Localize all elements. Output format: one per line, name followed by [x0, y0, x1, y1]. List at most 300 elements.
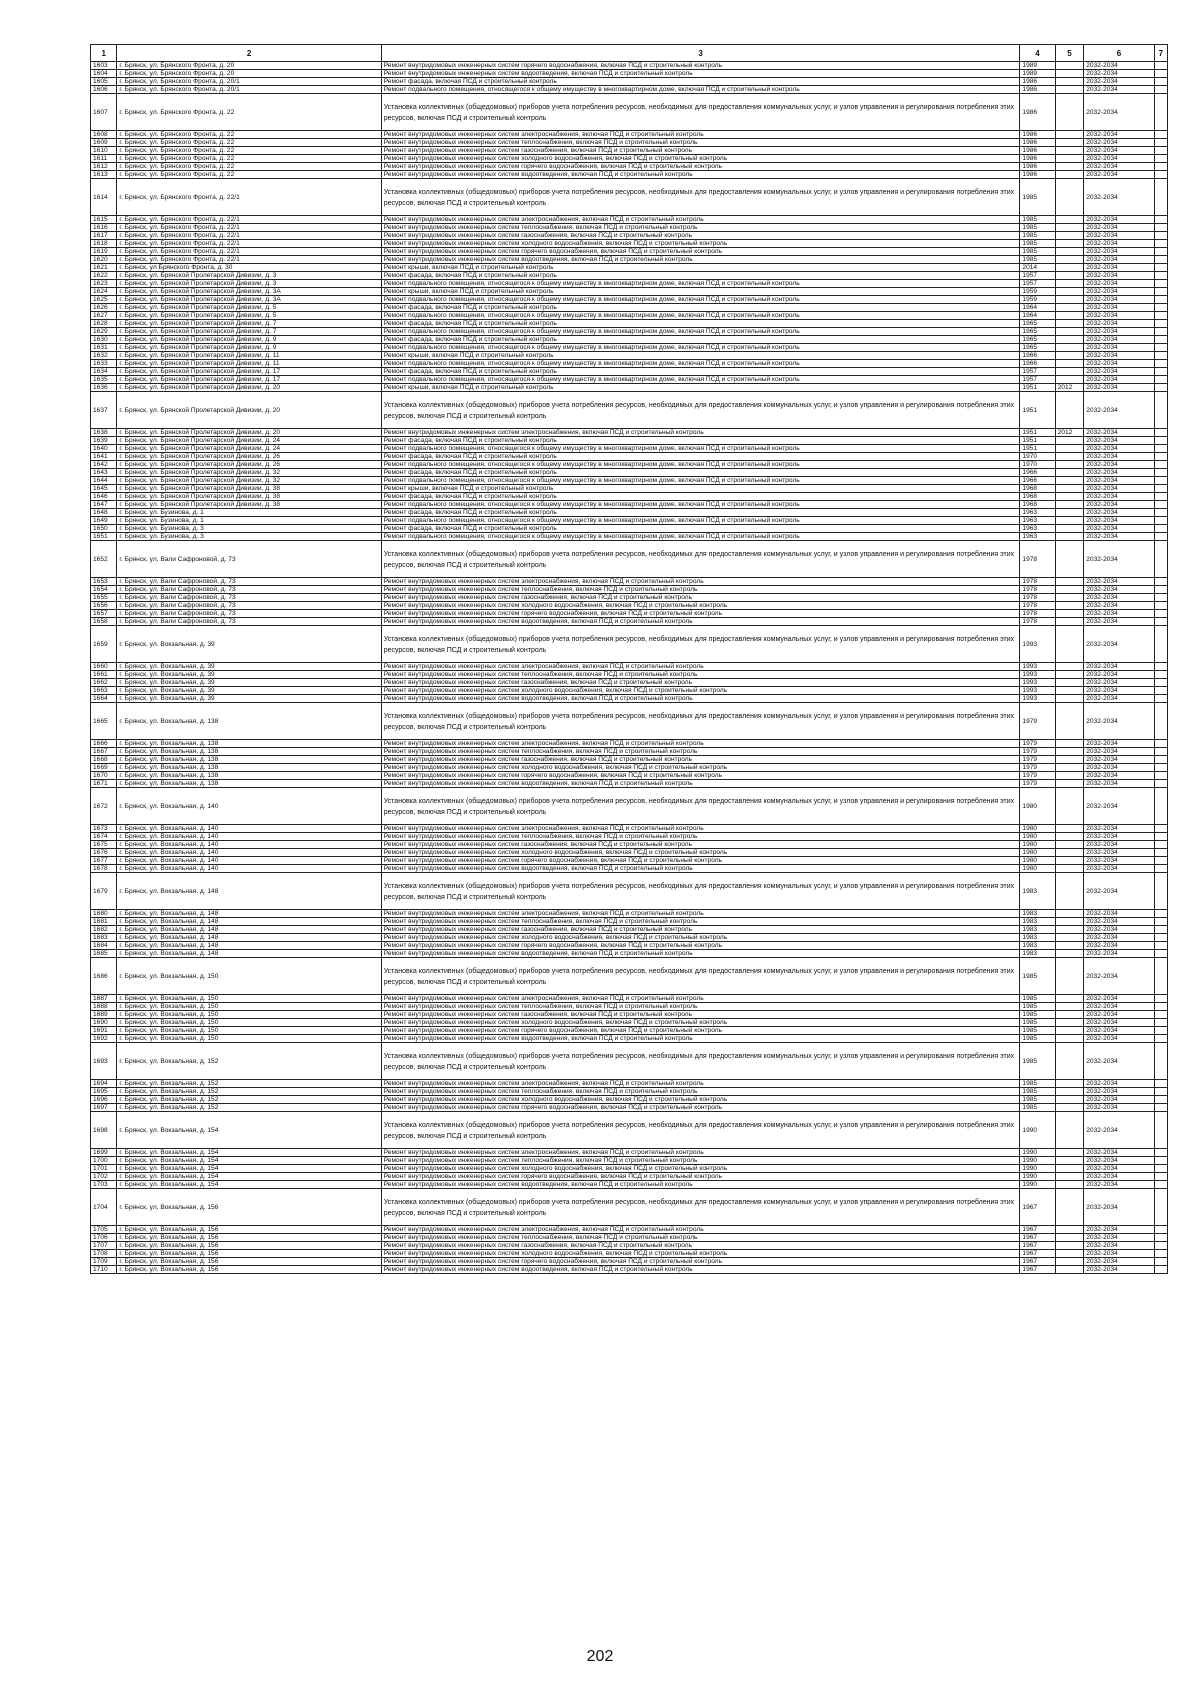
- work-type-cell: Ремонт внутридомовых инженерных систем газоснабжения, включая ПСД и строительный контроль: [381, 679, 1020, 687]
- planned-period-cell: 2032-2034: [1084, 663, 1154, 671]
- extra-cell: [1154, 1088, 1167, 1096]
- planned-period-cell: 2032-2034: [1084, 865, 1154, 873]
- header-row: [91, 45, 1168, 62]
- address-cell: г. Брянск, ул. Вокзальная, д. 140: [117, 825, 381, 833]
- work-type-cell: Ремонт фасада, включая ПСД и строительный контроль: [381, 509, 1020, 517]
- address-cell: г. Брянск, ул. Вокзальная, д. 150: [117, 1011, 381, 1019]
- work-type-cell: Ремонт внутридомовых инженерных систем водоотведения, включая ПСД и строительный контроль: [381, 1181, 1020, 1189]
- row-number: 1634: [91, 368, 117, 376]
- address-cell: г. Брянск, ул. Вокзальная, д. 140: [117, 833, 381, 841]
- planned-period-cell: 2032-2034: [1084, 493, 1154, 501]
- repair-year-cell: [1055, 594, 1084, 602]
- table-row: [91, 139, 1168, 147]
- work-type-cell: Ремонт внутридомовых инженерных систем электроснабжения, включая ПСД и строительный контроль: [381, 740, 1020, 748]
- address-cell: г. Брянск, ул. Вокзальная, д. 152: [117, 1096, 381, 1104]
- table-row: [91, 304, 1168, 312]
- repair-year-cell: [1055, 687, 1084, 695]
- work-type-cell: Ремонт внутридомовых инженерных систем теплоснабжения, включая ПСД и строительный контроль: [381, 1157, 1020, 1165]
- extra-cell: [1154, 1104, 1167, 1112]
- table-row: [91, 392, 1168, 429]
- build-year-cell: 1993: [1020, 679, 1055, 687]
- extra-cell: [1154, 825, 1167, 833]
- repair-year-cell: [1055, 336, 1084, 344]
- repair-year-cell: [1055, 469, 1084, 477]
- table-row: [91, 360, 1168, 368]
- table-row: [91, 485, 1168, 493]
- work-type-cell: Ремонт внутридомовых инженерных систем водоотведения, включая ПСД и строительный контроль: [381, 256, 1020, 264]
- build-year-cell: 1979: [1020, 740, 1055, 748]
- planned-period-cell: 2032-2034: [1084, 958, 1154, 995]
- repair-year-cell: [1055, 1035, 1084, 1043]
- planned-period-cell: 2032-2034: [1084, 1035, 1154, 1043]
- address-cell: г. Брянск, ул. Вокзальная, д. 150: [117, 995, 381, 1003]
- work-type-cell: Ремонт внутридомовых инженерных систем электроснабжения, включая ПСД и строительный контроль: [381, 910, 1020, 918]
- row-number: 1654: [91, 586, 117, 594]
- planned-period-cell: 2032-2034: [1084, 849, 1154, 857]
- planned-period-cell: 2032-2034: [1084, 602, 1154, 610]
- build-year-cell: 1980: [1020, 825, 1055, 833]
- table-row: [91, 926, 1168, 934]
- build-year-cell: 1993: [1020, 671, 1055, 679]
- build-year-cell: 1986: [1020, 155, 1055, 163]
- row-number: 1632: [91, 352, 117, 360]
- row-number: 1623: [91, 280, 117, 288]
- repair-year-cell: [1055, 312, 1084, 320]
- row-number: 1707: [91, 1242, 117, 1250]
- table-row: [91, 995, 1168, 1003]
- extra-cell: [1154, 626, 1167, 663]
- repair-year-cell: [1055, 1019, 1084, 1027]
- repair-year-cell: [1055, 320, 1084, 328]
- extra-cell: [1154, 671, 1167, 679]
- address-cell: г. Брянск, ул. Вокзальная, д. 148: [117, 942, 381, 950]
- table-row: [91, 86, 1168, 94]
- address-cell: г. Брянск, ул. Брянской Пролетарской Дивизии, д. 32: [117, 469, 381, 477]
- repair-year-cell: [1055, 1181, 1084, 1189]
- build-year-cell: 1980: [1020, 865, 1055, 873]
- table-body: [91, 62, 1168, 1274]
- extra-cell: [1154, 679, 1167, 687]
- address-cell: г. Брянск, ул. Брянского Фронта, д. 22/1: [117, 240, 381, 248]
- build-year-cell: 1990: [1020, 1173, 1055, 1181]
- row-number: 1655: [91, 594, 117, 602]
- table-row: [91, 280, 1168, 288]
- row-number: 1661: [91, 671, 117, 679]
- repair-year-cell: [1055, 1088, 1084, 1096]
- planned-period-cell: 2032-2034: [1084, 873, 1154, 910]
- planned-period-cell: 2032-2034: [1084, 626, 1154, 663]
- row-number: 1647: [91, 501, 117, 509]
- address-cell: г. Брянск, ул. Вокзальная, д. 156: [117, 1258, 381, 1266]
- address-cell: г. Брянск, ул. Брянской Пролетарской Дивизии, д. 17: [117, 368, 381, 376]
- work-type-cell: Ремонт внутридомовых инженерных систем горячего водоснабжения, включая ПСД и строительный контроль: [381, 248, 1020, 256]
- planned-period-cell: 2032-2034: [1084, 517, 1154, 525]
- extra-cell: [1154, 594, 1167, 602]
- extra-cell: [1154, 312, 1167, 320]
- extra-cell: [1154, 94, 1167, 131]
- address-cell: г. Брянск, ул. Бузинова, д. 3: [117, 533, 381, 541]
- build-year-cell: 1983: [1020, 910, 1055, 918]
- work-type-cell: Ремонт внутридомовых инженерных систем горячего водоснабжения, включая ПСД и строительный контроль: [381, 1258, 1020, 1266]
- repair-year-cell: [1055, 256, 1084, 264]
- address-cell: г. Брянск, ул. Брянского Фронта, д. 22: [117, 147, 381, 155]
- row-number: 1668: [91, 756, 117, 764]
- table-row: [91, 62, 1168, 70]
- repair-year-cell: [1055, 873, 1084, 910]
- table-row: [91, 1088, 1168, 1096]
- extra-cell: [1154, 1043, 1167, 1080]
- repair-year-cell: [1055, 578, 1084, 586]
- extra-cell: [1154, 1096, 1167, 1104]
- extra-cell: [1154, 469, 1167, 477]
- extra-cell: [1154, 336, 1167, 344]
- planned-period-cell: 2032-2034: [1084, 671, 1154, 679]
- table-row: [91, 1027, 1168, 1035]
- extra-cell: [1154, 216, 1167, 224]
- row-number: 1680: [91, 910, 117, 918]
- planned-period-cell: 2032-2034: [1084, 1019, 1154, 1027]
- table-row: [91, 155, 1168, 163]
- table-row: [91, 224, 1168, 232]
- address-cell: г. Брянск, ул. Вокзальная, д. 154: [117, 1165, 381, 1173]
- repair-year-cell: [1055, 679, 1084, 687]
- table-row: [91, 94, 1168, 131]
- build-year-cell: 1965: [1020, 320, 1055, 328]
- build-year-cell: 1985: [1020, 995, 1055, 1003]
- address-cell: г. Брянск, ул. Вокзальная, д. 152: [117, 1043, 381, 1080]
- build-year-cell: 1990: [1020, 1112, 1055, 1149]
- row-number: 1642: [91, 461, 117, 469]
- build-year-cell: 1989: [1020, 70, 1055, 78]
- extra-cell: [1154, 1250, 1167, 1258]
- address-cell: г. Брянск, ул. Брянской Пролетарской Дивизии, д. 9: [117, 336, 381, 344]
- work-type-cell: Ремонт внутридомовых инженерных систем газоснабжения, включая ПСД и строительный контроль: [381, 926, 1020, 934]
- planned-period-cell: 2032-2034: [1084, 296, 1154, 304]
- row-number: 1696: [91, 1096, 117, 1104]
- work-type-cell: Ремонт внутридомовых инженерных систем холодного водоснабжения, включая ПСД и строительный контроль: [381, 1250, 1020, 1258]
- build-year-cell: 1959: [1020, 296, 1055, 304]
- table-row: [91, 764, 1168, 772]
- address-cell: г. Брянск, ул. Брянской Пролетарской Дивизии, д. 5: [117, 312, 381, 320]
- repair-year-cell: [1055, 1250, 1084, 1258]
- work-type-cell: Ремонт внутридомовых инженерных систем холодного водоснабжения, включая ПСД и строительный контроль: [381, 240, 1020, 248]
- extra-cell: [1154, 586, 1167, 594]
- work-type-cell: Ремонт внутридомовых инженерных систем газоснабжения, включая ПСД и строительный контроль: [381, 147, 1020, 155]
- table-row: [91, 232, 1168, 240]
- table-row: [91, 1003, 1168, 1011]
- extra-cell: [1154, 147, 1167, 155]
- table-row: [91, 865, 1168, 873]
- planned-period-cell: 2032-2034: [1084, 1165, 1154, 1173]
- row-number: 1611: [91, 155, 117, 163]
- address-cell: г. Брянск, ул. Вали Сафроновой, д. 73: [117, 602, 381, 610]
- build-year-cell: 1990: [1020, 1157, 1055, 1165]
- build-year-cell: 1965: [1020, 336, 1055, 344]
- repair-year-cell: [1055, 296, 1084, 304]
- row-number: 1607: [91, 94, 117, 131]
- row-number: 1657: [91, 610, 117, 618]
- build-year-cell: 1993: [1020, 695, 1055, 703]
- address-cell: г. Брянск, ул. Вокзальная, д. 138: [117, 764, 381, 772]
- build-year-cell: 1986: [1020, 139, 1055, 147]
- extra-cell: [1154, 304, 1167, 312]
- repair-year-cell: [1055, 147, 1084, 155]
- extra-cell: [1154, 618, 1167, 626]
- build-year-cell: 1986: [1020, 171, 1055, 179]
- work-type-cell: Ремонт внутридомовых инженерных систем теплоснабжения, включая ПСД и строительный контроль: [381, 224, 1020, 232]
- planned-period-cell: 2032-2034: [1084, 392, 1154, 429]
- extra-cell: [1154, 1011, 1167, 1019]
- table-row: [91, 1250, 1168, 1258]
- table-row: [91, 594, 1168, 602]
- table-row: [91, 841, 1168, 849]
- work-type-cell: Ремонт внутридомовых инженерных систем холодного водоснабжения, включая ПСД и строительный контроль: [381, 764, 1020, 772]
- repair-year-cell: [1055, 1266, 1084, 1274]
- build-year-cell: 1986: [1020, 163, 1055, 171]
- build-year-cell: 1966: [1020, 477, 1055, 485]
- planned-period-cell: 2032-2034: [1084, 533, 1154, 541]
- planned-period-cell: 2032-2034: [1084, 62, 1154, 70]
- build-year-cell: 1963: [1020, 525, 1055, 533]
- repair-year-cell: [1055, 740, 1084, 748]
- repair-year-cell: [1055, 857, 1084, 865]
- extra-cell: [1154, 942, 1167, 950]
- extra-cell: [1154, 272, 1167, 280]
- planned-period-cell: 2032-2034: [1084, 788, 1154, 825]
- row-number: 1641: [91, 453, 117, 461]
- extra-cell: [1154, 857, 1167, 865]
- work-type-cell: Ремонт подвального помещения, относящегося к общему имуществу в многоквартирном доме, включая ПСД и строительный контроль: [381, 517, 1020, 525]
- table-row: [91, 1096, 1168, 1104]
- repair-year-cell: [1055, 995, 1084, 1003]
- address-cell: г. Брянск, ул. Брянской Пролетарской Дивизии, д. 9: [117, 344, 381, 352]
- table-row: [91, 179, 1168, 216]
- build-year-cell: 1979: [1020, 772, 1055, 780]
- table-row: [91, 384, 1168, 392]
- repair-schedule-sheet: [90, 44, 1168, 1274]
- row-number: 1606: [91, 86, 117, 94]
- planned-period-cell: 2032-2034: [1084, 171, 1154, 179]
- table-row: [91, 1266, 1168, 1274]
- row-number: 1698: [91, 1112, 117, 1149]
- extra-cell: [1154, 368, 1167, 376]
- header-col-3: 3: [381, 45, 1020, 62]
- work-type-cell: Установка коллективных (общедомовых) приборов учета потребления ресурсов, необходимых для предоставления коммунальных услуг, и узлов управления и регулирования потребления этих ресурсов, включая ПСД и строительный контроль: [381, 392, 1020, 429]
- build-year-cell: 1985: [1020, 179, 1055, 216]
- address-cell: г. Брянск, ул. Вокзальная, д. 148: [117, 926, 381, 934]
- build-year-cell: 1983: [1020, 918, 1055, 926]
- build-year-cell: 1951: [1020, 445, 1055, 453]
- planned-period-cell: 2032-2034: [1084, 1266, 1154, 1274]
- planned-period-cell: 2032-2034: [1084, 1011, 1154, 1019]
- address-cell: г. Брянск, ул. Вали Сафроновой, д. 73: [117, 594, 381, 602]
- repair-year-cell: [1055, 248, 1084, 256]
- address-cell: г. Брянск, ул. Брянской Пролетарской Дивизии, д. 11: [117, 360, 381, 368]
- table-row: [91, 1112, 1168, 1149]
- table-row: [91, 1157, 1168, 1165]
- address-cell: г. Брянск, ул. Брянской Пролетарской Дивизии, д. 20: [117, 429, 381, 437]
- table-row: [91, 1173, 1168, 1181]
- repair-year-cell: [1055, 368, 1084, 376]
- address-cell: г. Брянск, ул. Вокзальная, д. 156: [117, 1250, 381, 1258]
- planned-period-cell: 2032-2034: [1084, 1104, 1154, 1112]
- repair-year-cell: [1055, 772, 1084, 780]
- table-row: [91, 740, 1168, 748]
- build-year-cell: 1985: [1020, 1027, 1055, 1035]
- extra-cell: [1154, 232, 1167, 240]
- address-cell: г. Брянск, ул. Вокзальная, д. 138: [117, 740, 381, 748]
- planned-period-cell: 2032-2034: [1084, 1181, 1154, 1189]
- table-row: [91, 336, 1168, 344]
- repair-year-cell: [1055, 541, 1084, 578]
- extra-cell: [1154, 578, 1167, 586]
- build-year-cell: 1957: [1020, 272, 1055, 280]
- build-year-cell: 1967: [1020, 1258, 1055, 1266]
- repair-year-cell: [1055, 788, 1084, 825]
- build-year-cell: 1978: [1020, 586, 1055, 594]
- address-cell: г. Брянск, ул. Брянской Пролетарской Дивизии, д. 38: [117, 493, 381, 501]
- extra-cell: [1154, 602, 1167, 610]
- table-row: [91, 756, 1168, 764]
- work-type-cell: Ремонт внутридомовых инженерных систем холодного водоснабжения, включая ПСД и строительный контроль: [381, 1019, 1020, 1027]
- address-cell: г. Брянск, ул. Вокзальная, д. 39: [117, 663, 381, 671]
- table-row: [91, 216, 1168, 224]
- work-type-cell: Ремонт подвального помещения, относящегося к общему имуществу в многоквартирном доме, включая ПСД и строительный контроль: [381, 328, 1020, 336]
- table-row: [91, 942, 1168, 950]
- planned-period-cell: 2032-2034: [1084, 352, 1154, 360]
- row-number: 1616: [91, 224, 117, 232]
- work-type-cell: Ремонт крыши, включая ПСД и строительный контроль: [381, 264, 1020, 272]
- row-number: 1681: [91, 918, 117, 926]
- work-type-cell: Ремонт внутридомовых инженерных систем водоотведения, включая ПСД и строительный контроль: [381, 70, 1020, 78]
- table-row: [91, 272, 1168, 280]
- extra-cell: [1154, 1112, 1167, 1149]
- row-number: 1677: [91, 857, 117, 865]
- table-row: [91, 437, 1168, 445]
- planned-period-cell: 2032-2034: [1084, 224, 1154, 232]
- repair-year-cell: [1055, 461, 1084, 469]
- table-row: [91, 780, 1168, 788]
- address-cell: г. Брянск, ул. Брянской Пролетарской Дивизии, д. 38: [117, 501, 381, 509]
- work-type-cell: Ремонт фасада, включая ПСД и строительный контроль: [381, 469, 1020, 477]
- work-type-cell: Ремонт внутридомовых инженерных систем теплоснабжения, включая ПСД и строительный контроль: [381, 1088, 1020, 1096]
- row-number: 1620: [91, 256, 117, 264]
- work-type-cell: Ремонт внутридомовых инженерных систем водоотведения, включая ПСД и строительный контроль: [381, 1266, 1020, 1274]
- table-row: [91, 171, 1168, 179]
- build-year-cell: 1965: [1020, 344, 1055, 352]
- extra-cell: [1154, 360, 1167, 368]
- row-number: 1682: [91, 926, 117, 934]
- planned-period-cell: 2032-2034: [1084, 841, 1154, 849]
- extra-cell: [1154, 1027, 1167, 1035]
- extra-cell: [1154, 384, 1167, 392]
- address-cell: г. Брянск, ул. Брянской Пролетарской Дивизии, д. 24: [117, 437, 381, 445]
- work-type-cell: Ремонт подвального помещения, относящегося к общему имуществу в многоквартирном доме, включая ПСД и строительный контроль: [381, 344, 1020, 352]
- planned-period-cell: 2032-2034: [1084, 610, 1154, 618]
- address-cell: г. Брянск, ул. Брянской Пролетарской Дивизии, д. 26: [117, 453, 381, 461]
- header-col-1: 1: [91, 45, 117, 62]
- table-row: [91, 344, 1168, 352]
- work-type-cell: Ремонт подвального помещения, относящегося к общему имуществу в многоквартирном доме, включая ПСД и строительный контроль: [381, 477, 1020, 485]
- planned-period-cell: 2032-2034: [1084, 918, 1154, 926]
- address-cell: г. Брянск, ул. Брянской Пролетарской Дивизии, д. 20: [117, 384, 381, 392]
- row-number: 1706: [91, 1234, 117, 1242]
- table-row: [91, 501, 1168, 509]
- extra-cell: [1154, 918, 1167, 926]
- address-cell: г. Брянск, ул. Брянской Пролетарской Дивизии, д. 7: [117, 328, 381, 336]
- extra-cell: [1154, 687, 1167, 695]
- row-number: 1678: [91, 865, 117, 873]
- planned-period-cell: 2032-2034: [1084, 1250, 1154, 1258]
- planned-period-cell: 2032-2034: [1084, 1149, 1154, 1157]
- table-row: [91, 1165, 1168, 1173]
- work-type-cell: Ремонт внутридомовых инженерных систем газоснабжения, включая ПСД и строительный контроль: [381, 841, 1020, 849]
- work-type-cell: Ремонт внутридомовых инженерных систем холодного водоснабжения, включая ПСД и строительный контроль: [381, 1096, 1020, 1104]
- table-row: [91, 857, 1168, 865]
- address-cell: г. Брянск, ул. Вокзальная, д. 156: [117, 1266, 381, 1274]
- table-row: [91, 950, 1168, 958]
- row-number: 1688: [91, 1003, 117, 1011]
- extra-cell: [1154, 849, 1167, 857]
- work-type-cell: Ремонт фасада, включая ПСД и строительный контроль: [381, 272, 1020, 280]
- planned-period-cell: 2032-2034: [1084, 825, 1154, 833]
- repair-year-cell: [1055, 280, 1084, 288]
- build-year-cell: 1986: [1020, 94, 1055, 131]
- extra-cell: [1154, 437, 1167, 445]
- build-year-cell: 1986: [1020, 147, 1055, 155]
- address-cell: г. Брянск, ул. Брянского Фронта, д. 22: [117, 155, 381, 163]
- repair-year-cell: [1055, 1189, 1084, 1226]
- extra-cell: [1154, 288, 1167, 296]
- planned-period-cell: 2032-2034: [1084, 429, 1154, 437]
- address-cell: г. Брянск, ул. Брянского Фронта, д. 22: [117, 139, 381, 147]
- planned-period-cell: 2032-2034: [1084, 155, 1154, 163]
- extra-cell: [1154, 485, 1167, 493]
- row-number: 1686: [91, 958, 117, 995]
- row-number: 1703: [91, 1181, 117, 1189]
- row-number: 1664: [91, 695, 117, 703]
- repair-year-cell: [1055, 264, 1084, 272]
- repair-year-cell: [1055, 70, 1084, 78]
- work-type-cell: Ремонт фасада, включая ПСД и строительный контроль: [381, 304, 1020, 312]
- table-row: [91, 1149, 1168, 1157]
- row-number: 1666: [91, 740, 117, 748]
- table-row: [91, 687, 1168, 695]
- extra-cell: [1154, 873, 1167, 910]
- work-type-cell: Ремонт внутридомовых инженерных систем горячего водоснабжения, включая ПСД и строительный контроль: [381, 857, 1020, 865]
- build-year-cell: 1966: [1020, 469, 1055, 477]
- repair-year-cell: [1055, 1226, 1084, 1234]
- extra-cell: [1154, 429, 1167, 437]
- extra-cell: [1154, 264, 1167, 272]
- address-cell: г. Брянск, ул. Брянской Пролетарской Дивизии, д. 5: [117, 304, 381, 312]
- planned-period-cell: 2032-2034: [1084, 163, 1154, 171]
- build-year-cell: 1985: [1020, 1003, 1055, 1011]
- row-number: 1672: [91, 788, 117, 825]
- extra-cell: [1154, 841, 1167, 849]
- planned-period-cell: 2032-2034: [1084, 216, 1154, 224]
- work-type-cell: Ремонт внутридомовых инженерных систем водоотведения, включая ПСД и строительный контроль: [381, 1035, 1020, 1043]
- extra-cell: [1154, 740, 1167, 748]
- address-cell: г. Брянск, ул. Вокзальная, д. 154: [117, 1173, 381, 1181]
- work-type-cell: Установка коллективных (общедомовых) приборов учета потребления ресурсов, необходимых для предоставления коммунальных услуг, и узлов управления и регулирования потребления этих ресурсов, включая ПСД и строительный контроль: [381, 1043, 1020, 1080]
- build-year-cell: 1985: [1020, 1080, 1055, 1088]
- planned-period-cell: 2032-2034: [1084, 1189, 1154, 1226]
- address-cell: г. Брянск, ул. Брянского Фронта, д. 22/1: [117, 216, 381, 224]
- extra-cell: [1154, 1226, 1167, 1234]
- repair-year-cell: [1055, 942, 1084, 950]
- work-type-cell: Ремонт внутридомовых инженерных систем теплоснабжения, включая ПСД и строительный контроль: [381, 1003, 1020, 1011]
